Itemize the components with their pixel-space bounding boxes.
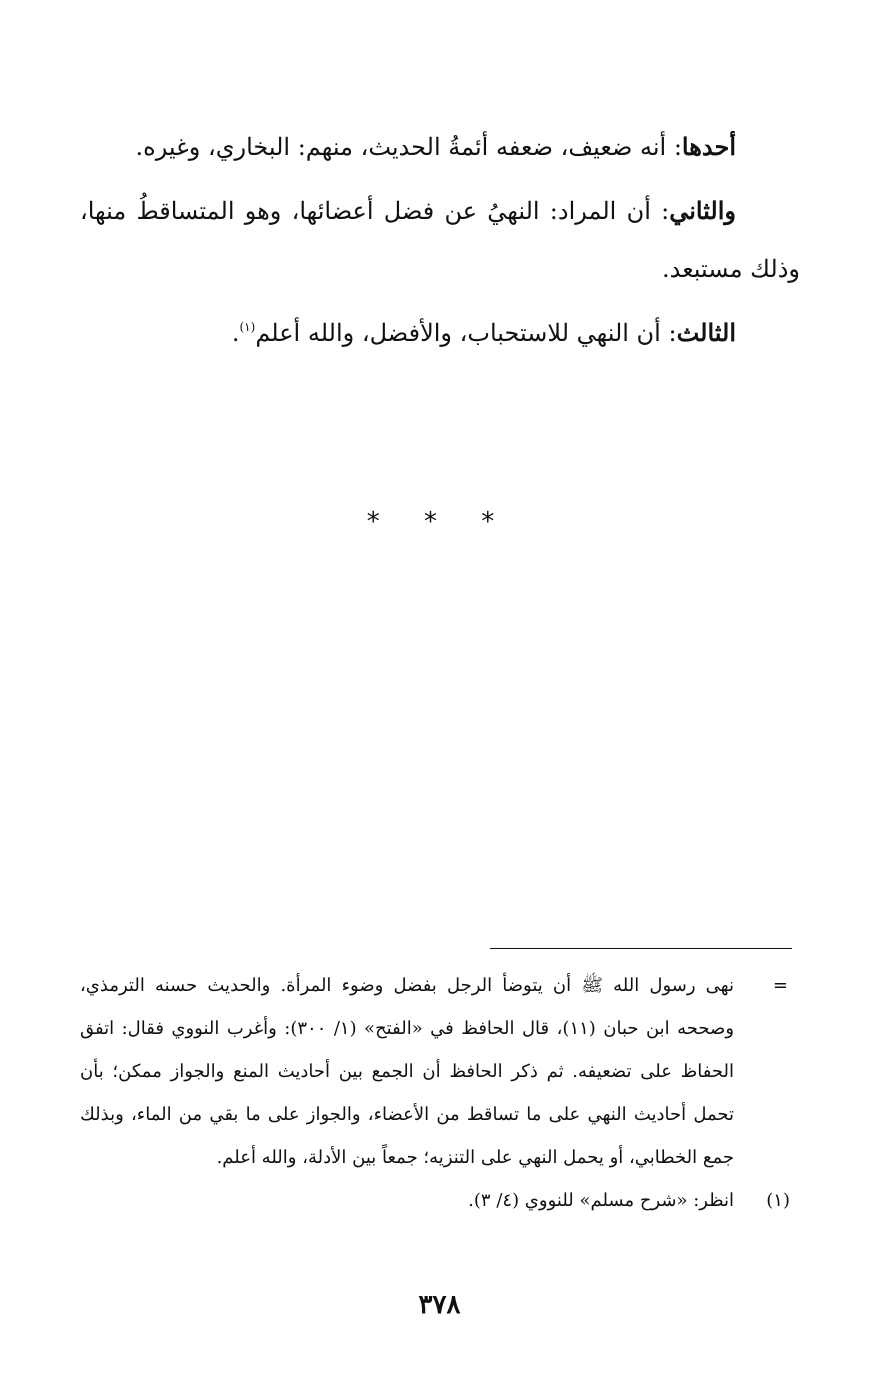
paragraph-third-end: . <box>231 319 240 347</box>
footnote-number: (١) <box>766 1190 790 1211</box>
keyword-third: الثالث <box>676 318 736 347</box>
continuation-mark: = <box>772 975 788 996</box>
paragraph-third <box>80 304 800 362</box>
section-separator: * * * <box>366 507 513 537</box>
footnote-reference: (١) <box>239 320 256 334</box>
paragraph-first-text: : أنه ضعيف، ضعفه أئمةُ الحديث، منهم: البخاري، وغيره. <box>135 133 682 161</box>
paragraph-first <box>80 118 800 176</box>
footnote-rule <box>490 948 792 949</box>
footnote-1 <box>80 1179 790 1222</box>
main-text <box>80 118 800 362</box>
keyword-second: والثاني <box>669 196 736 225</box>
footnote-text: انظر: «شرح مسلم» للنووي (٤/ ٣). <box>468 1190 734 1211</box>
footnote-continuation <box>80 964 790 1179</box>
paragraph-second <box>80 182 800 298</box>
footnotes <box>80 964 790 1222</box>
footnote-continuation-text: نهى رسول الله ﷺ أن يتوضأ الرجل بفضل وضوء المرأة. والحديث حسنه الترمذي، وصححه ابن حبان (١١)، قال الحافظ في «الفتح» (١/ ٣٠٠): وأغرب النووي فقال: اتفق الحفاظ على تضعيفه. ثم ذكر الحافظ أن الجمع بين أحاديث المنع والجواز ممكن؛ بأن تحمل أحاديث النهي على ما تساقط من الأعضاء، والجواز على ما بقي من الماء، وبذلك جمع الخطابي، أو يحمل النهي على التنزيه؛ جمعاً بين الأدلة، والله أعلم. <box>80 975 735 1168</box>
paragraph-second-text: : أن المراد: النهيُ عن فضل أعضائها، وهو المتساقطُ منها، وذلك مستبعد. <box>80 197 800 283</box>
page-number: ٣٧٨ <box>418 1290 461 1320</box>
paragraph-third-text: : أن النهي للاستحباب، والأفضل، والله أعلم <box>255 319 677 347</box>
keyword-first: أحدها <box>681 132 736 161</box>
